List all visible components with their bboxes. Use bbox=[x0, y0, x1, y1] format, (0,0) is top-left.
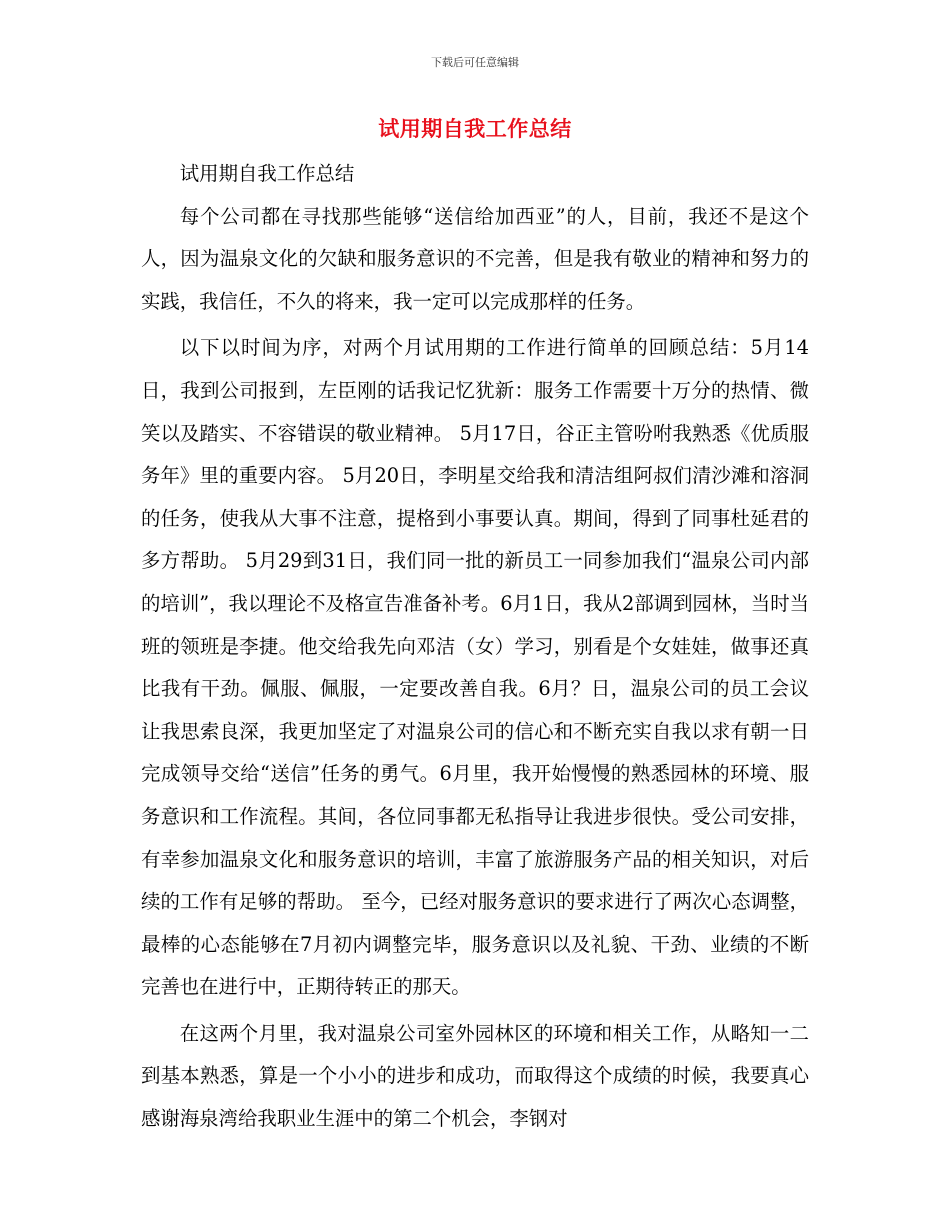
document-body bbox=[141, 153, 809, 1141]
paragraph-subtitle: 试用期自我工作总结 bbox=[179, 162, 355, 185]
document-title: 试用期自我工作总结 bbox=[378, 117, 572, 141]
header-note: 下载后可任意编辑 bbox=[431, 56, 519, 69]
paragraph-reflection: 在这两个月里，我对温泉公司室外园林区的环境和相关工作，从略知一二到基本熟悉，算是一个小小的进步和成功，而取得这个成绩的时候，我要真心感谢海泉湾给我职业生涯中的第二个机会，李钢对 bbox=[141, 1021, 809, 1131]
paragraph-timeline: 以下以时间为序，对两个月试用期的工作进行简单的回顾总结：5月14日，我到公司报到，左臣刚的话我记忆犹新：服务工作需要十万分的热情、微笑以及踏实、不容错误的敬业精神。 5月17日，谷正主管吩咐我熟悉《优质服务年》里的重要内容。 5月20日，李明星交给我和清洁组阿叔们清沙滩和溶洞的任务，使我从大事不注意，提格到小事要认真。期间，得到了同事杜延君的多方帮助。 5月29到31日，我们同一批的新员工一同参加我们“温泉公司内部的培训”，我以理论不及格宣告准备补考。6月1日，我从2部调到园林，当时当班的领班是李捷。他交给我先向邓洁（女）学习，别看是个女娃娃，做事还真比我有干劲。佩服、佩服，一定要改善自我。6月？日，温泉公司的员工会议让我思索良深，我更加坚定了对温泉公司的信心和不断充实自我以求有朝一日完成领导交给“送信”任务的勇气。6月里，我开始慢慢的熟悉园林的环境、服务意识和工作流程。其间，各位同事都无私指导让我进步很快。受公司安排，有幸参加温泉文化和服务意识的培训，丰富了旅游服务产品的相关知识，对后续的工作有足够的帮助。 至今，已经对服务意识的要求进行了两次心态调整，最棒的心态能够在7月初内调整完毕，服务意识以及礼貌、干劲、业绩的不断完善也在进行中，正期待转正的那天。 bbox=[141, 336, 809, 999]
paragraph-intro: 每个公司都在寻找那些能够“送信给加西亚”的人，目前，我还不是这个人，因为温泉文化的欠缺和服务意识的不完善，但是我有敬业的精神和努力的实践，我信任，不久的将来，我一定可以完成那样的任务。 bbox=[141, 204, 809, 313]
